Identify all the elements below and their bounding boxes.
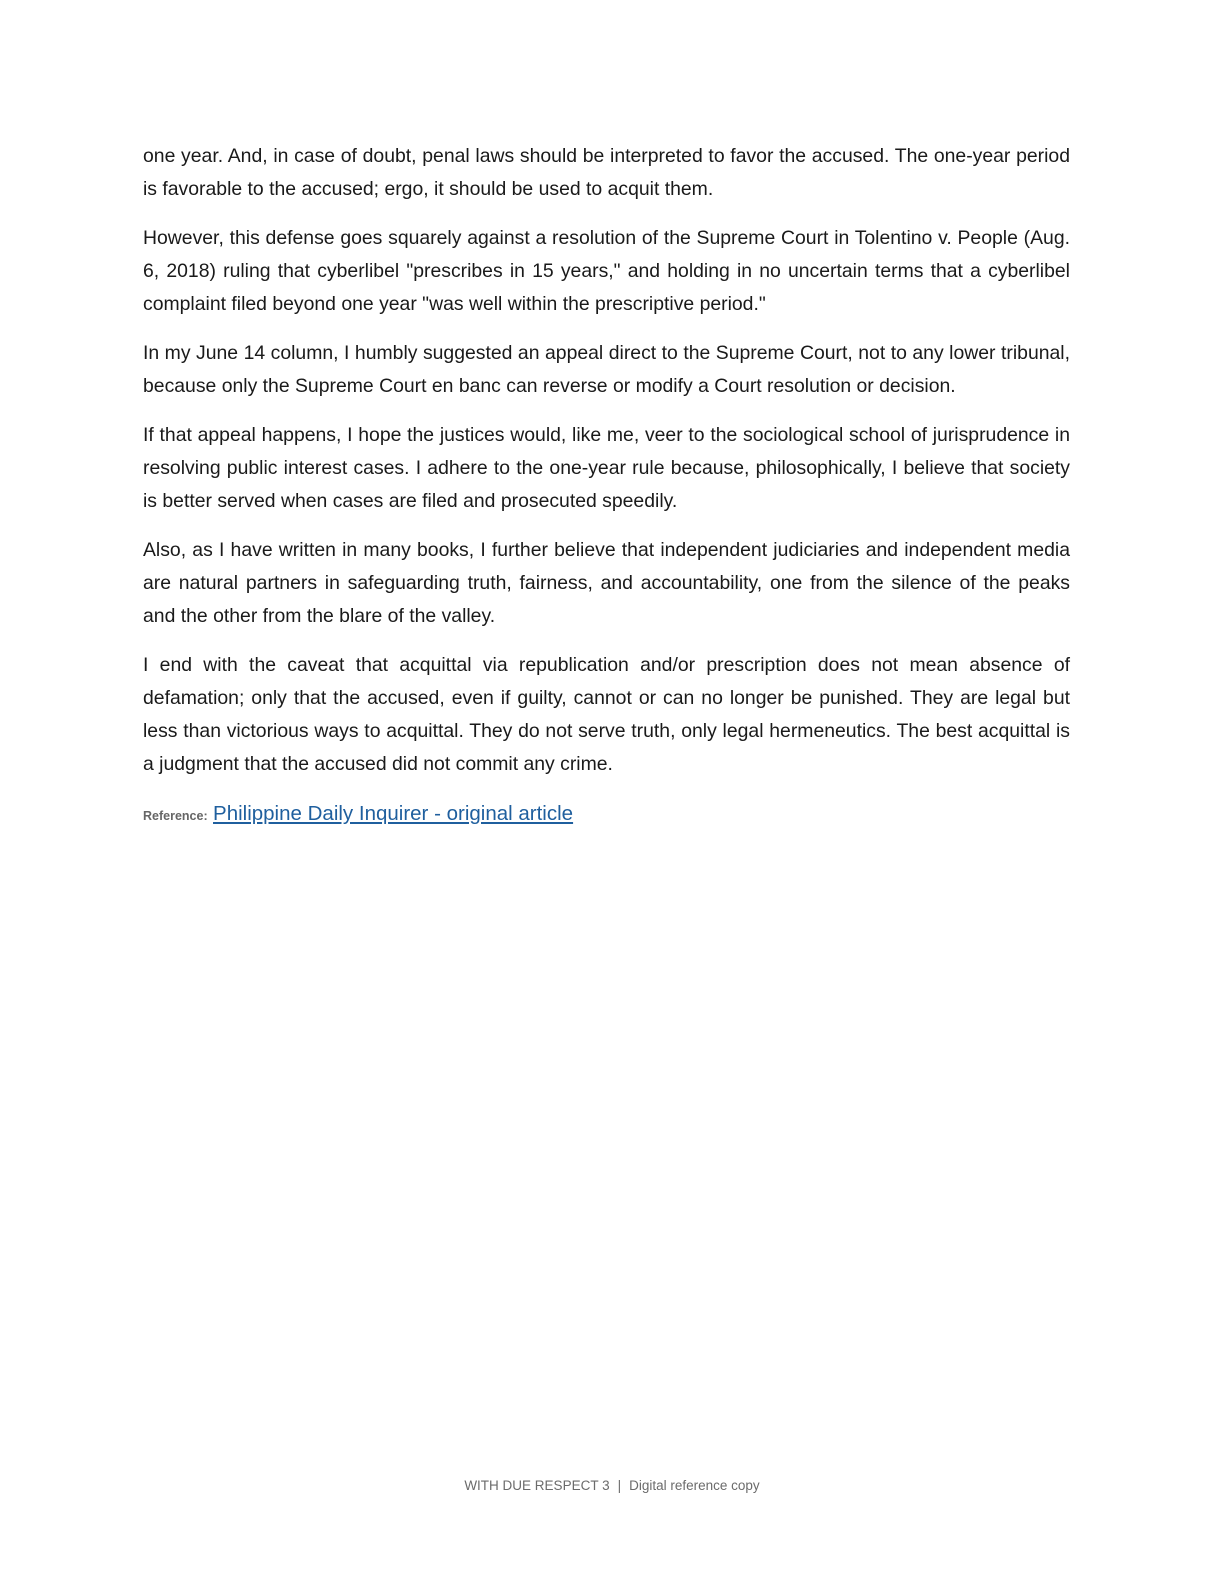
paragraph: In my June 14 column, I humbly suggested an appeal direct to the Supreme Court, not to any lower tribunal, because only the Supreme Court en banc can reverse or modify a Court resolution or decision. <box>143 342 1070 397</box>
reference-label: Reference: <box>143 809 208 823</box>
paragraph: However, this defense goes squarely against a resolution of the Supreme Court in Tolentino v. People (Aug. 6, 2018) ruling that cyberlibel "prescribes in 15 years," and holding in no uncertain terms that a cyberlibel complaint filed beyond one year "was well within the prescriptive period." <box>143 227 1070 315</box>
reference-line <box>143 797 1070 833</box>
paragraph: If that appeal happens, I hope the justices would, like me, veer to the sociological school of jurisprudence in resolving public interest cases. I adhere to the one-year rule because, philosophically, I believe that society is better served when cases are filed and prosecuted speedily. <box>143 424 1070 512</box>
footer-title: WITH DUE RESPECT 3 <box>464 1478 610 1493</box>
paragraph: I end with the caveat that acquittal via republication and/or prescription does not mean absence of defamation; only that the accused, even if guilty, cannot or can no longer be punished. They are legal but less than victorious ways to acquittal. They do not serve truth, only legal hermeneutics. The best acquittal is a judgment that the accused did not commit any crime. <box>143 654 1070 775</box>
paragraph: Also, as I have written in many books, I further believe that independent judiciaries and independent media are natural partners in safeguarding truth, fairness, and accountability, one from the silence of the peaks and the other from the blare of the valley. <box>143 539 1070 627</box>
paragraph: one year. And, in case of doubt, penal laws should be interpreted to favor the accused. The one-year period is favorable to the accused; ergo, it should be used to acquit them. <box>143 145 1070 200</box>
footer-note: Digital reference copy <box>629 1478 760 1493</box>
article-body <box>143 140 1070 833</box>
page-footer <box>0 1478 1224 1493</box>
footer-separator: | <box>617 1478 622 1493</box>
reference-link[interactable]: Philippine Daily Inquirer - original article <box>213 802 574 825</box>
